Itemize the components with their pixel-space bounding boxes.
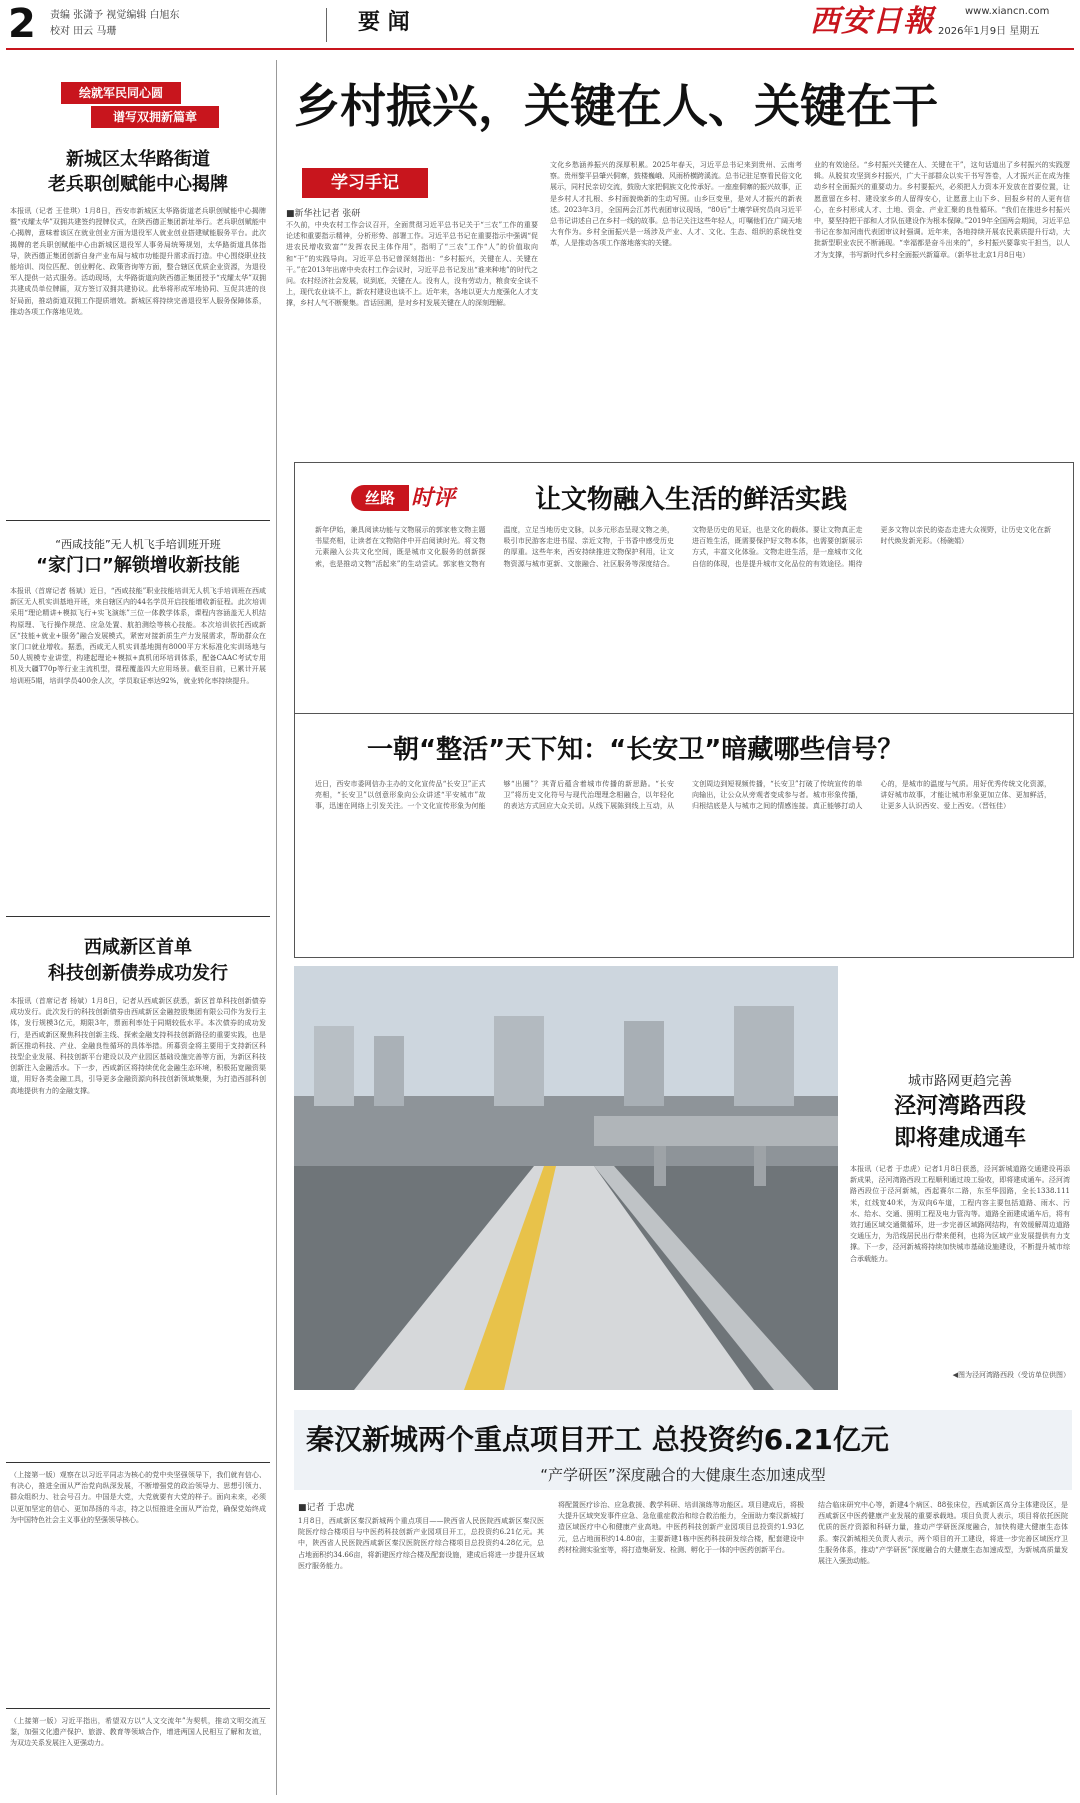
- page-header: [0, 0, 1080, 52]
- staff-line-2: 校对 田云 马珊: [50, 26, 117, 37]
- banner-line-2: 谱写双拥新篇章: [91, 106, 219, 128]
- masthead-logo: 西安日報: [810, 4, 934, 39]
- page-number: 2: [8, 1, 36, 47]
- story-body: 本报讯（记者 于忠虎）记者1月8日获悉，泾河新城道路交通建设再添新成果，泾河湾路西段工程顺利通过竣工验收，即将建成通车。泾河湾路西段位于泾河新城，西起赛尔二路，东至华园路，全长1338.111米，红线宽40米，为双向6车道，工程内容主要包括道路、雨水、污水、给水、交通、照明工程及电力管沟等。道路全面建成通车后，将有效打通区域交通微循环，进一步完善区域路网结构，有效缓解周边道路交通压力，为沿线居民出行带来便利，也将为区域产业发展提供有力支撑。下一步，泾河新城将持续加快城市基础设施建设，不断提升城市综合承载能力。: [850, 1165, 1070, 1263]
- article-body: 文化乡愁涵养振兴的深厚积累。2025年春天，习近平总书记来到贵州、云南考察。贵州黎平县肇兴侗寨，鼓楼巍峨、风雨桥横跨溪流。总书记驻足察看民俗文化展示，同村民亲切交流，鼓励大家把侗族文化传承好。一座座侗寨的振兴故事，正是乡村人才扎根、乡村面貌焕新的生动写照。山乡巨变里，是对人才振兴的新表述。2023年3月，全国两会江苏代表团审议现场，“80后”土壤学研究员向习近平总书记讲述自己在乡村一线的故事。总书记关注这些年轻人，叮嘱他们在广阔天地大有作为。乡村全面振兴是一场涉及产业、人才、文化、生态、组织的系统性变革，人是推动各项工作落地落实的关键。: [550, 161, 802, 248]
- article-body: 本报讯（首席记者 杨斌）近日，“西咸技能”职业技能培训无人机飞手培训班在西咸新区无人机实训基地开班，来自辖区内的44名学员开启技能增收新征程。此次培训采用“理论精讲+模拟飞行+实飞演练”三位一体教学体系，课程内容涵盖无人机结构原理、飞行操作规范、应急处置、航拍测绘等核心技能。本次培训依托西咸新区“技能+就业+服务”融合发展模式，紧密对接新质生产力发展需求，帮助群众在家门口就业增收。据悉，西咸无人机实训基地拥有8000平方米标准化实训场地与50人规模专业讲堂，构建起理论+模拟+真机闭环培训体系，配备CAAC考试专用机及大疆T70p等行业主流机型，课程覆盖四大应用场景。截至目前，已累计开展培训班5期，培训学员400余人次，学员取证率达92%，就业转化率持续提升。: [10, 587, 266, 685]
- review-headline: 让文物融入生活的鲜活实践: [535, 485, 848, 515]
- site-url[interactable]: www.xiancn.com: [965, 6, 1050, 17]
- main-headline: 乡村振兴，关键在人、关键在干: [294, 79, 938, 133]
- article-title: 西咸新区首单: [84, 937, 192, 958]
- article-body: 本报讯（记者 王佳琪）1月8日，西安市新城区太华路街道老兵职创赋能中心揭牌暨“戎耀太华”双拥共建签约授牌仪式，在陕西德正集团新址举行。老兵职创赋能中心揭牌，意味着该区在就业创业方面为退役军人就业创业搭建赋能服务平台。此次揭牌的老兵职创赋能中心由新城区退役军人事务局统筹规划，太华路街道具体指导，陕西德正集团创新自身产业布局与城市功能提升需求而打造。中心围绕职业技能培训、岗位匹配、创业孵化、政策咨询等方面，整合辖区优质企业资源，为退役军人提供一站式服务。活动现场，太华路街道向陕西德正集团授予“戎耀太华”双拥共建成员单位牌匾，双方签订双拥共建协议。此举将形成军地协同、互促共进的良好局面，推动街道双拥工作提质增效。新城区将持续完善退役军人服务保障体系，推动各项工作落地见效。: [10, 207, 266, 316]
- article-title: 老兵职创赋能中心揭牌: [48, 174, 228, 195]
- divider: [6, 1462, 270, 1463]
- article-body: （上接第一版）观察在以习近平同志为核心的党中央坚强领导下，我们就有信心、有决心，推进全面从严治党向纵深发展，不断增强党的政治领导力、思想引领力、群众组织力、社会号召力。中国是大党，大党就要有大党的样子。面向未来，必须以更加坚定的信心、更加昂扬的斗志，持之以恒推进全面从严治党，确保党始终成为中国特色社会主义事业的坚强领导核心。: [10, 1471, 266, 1524]
- bottom-headline: 秦汉新城两个重点项目开工 总投资约6.21亿元: [306, 1423, 889, 1456]
- article-title: 科技创新债券成功发行: [48, 963, 228, 984]
- byline: ■记者 于忠虎: [298, 1503, 355, 1513]
- section-title: 要 闻: [358, 10, 410, 35]
- story-kicker: 城市路网更趋完善: [907, 1074, 1012, 1089]
- column-rule: [276, 60, 277, 1795]
- divider: [6, 520, 270, 521]
- study-notes-tag: 学习手记: [302, 168, 428, 198]
- review-body: 近日，西安市委网信办主办的文化宣传品“长安卫”正式亮相，“长安卫”以创意形象向公众讲述“平安城市”故事，迅速在网络上引发关注。一个文化宣传形象为何能够“出圈”？其背后蕴含着城市传播的新思路。“长安卫”将历史文化符号与现代治理理念相融合，以年轻化的表达方式回应大众关切。从线下展陈到线上互动，从文创周边到短视频传播，“长安卫”打破了传统宣传的单向输出，让公众从旁观者变成参与者。城市形象传播，归根结底是人与城市之间的情感连接。真正能够打动人心的，是城市的温度与气质。用好优秀传统文化资源，讲好城市故事，才能让城市形象更加立体、更加鲜活，让更多人认识西安、爱上西安。（晋钰佳）: [315, 780, 1051, 811]
- staff-line-1: 责编 张潇予 视觉编辑 白旭东: [50, 10, 180, 21]
- logo-badge: 时评: [411, 485, 456, 511]
- story-title: 即将建成通车: [893, 1126, 1026, 1151]
- article-body: 结合临床研究中心等，新建4个病区、88张床位，西咸新区高分主体建设区，是西咸新区中医药健康产业发展的重要承载地。项目负责人表示，项目将依托医院优质的医疗资源和科研力量，推动产学研医深度融合，加快构建大健康生态体系。秦汉新城相关负责人表示，两个项目的开工建设，将进一步完善区域医疗卫生服务体系，推动“产学研医”深度融合的大健康生态加速成型，为新城高质量发展注入强劲动能。: [818, 1501, 1068, 1566]
- photo-caption: ◀图为泾河湾路西段（受访单位供图）: [952, 1371, 1070, 1379]
- logo-text: 丝路: [351, 485, 409, 511]
- divider: [6, 916, 270, 917]
- byline: ■新华社记者 张研: [286, 209, 361, 219]
- story-title: 泾河湾路西段: [893, 1094, 1026, 1119]
- article-body: 不久前，中央农村工作会议召开，全面贯彻习近平总书记关于“三农”工作的重要论述和重要指示精神，分析形势、部署工作。习近平总书记在重要指示中强调“促进农民增收致富”“发挥农民主体作用”，指明了“三农”工作“人”的价值取向和“干”的实践导向。习近平总书记曾深刻指出：“乡村振兴，关键在人、关键在干。”在2013年出席中央农村工作会议时，习近平总书记发出“谁来种地”的时代之问。农村经济社会发展，说到底，关键在人。没有人，没有劳动力，粮食安全谈不上，现代农业谈不上，新农村建设也谈不上。近年来，各地以更大力度强化人才支撑，乡村人气不断聚集。首话回溯，是对乡村发展关键在人的深刻理解。: [286, 221, 538, 308]
- road-photo: [294, 966, 838, 1390]
- article-title: “家门口”解锁增收新技能: [36, 555, 240, 576]
- article-body: （上接第一版）习近平指出，希望双方以“人文交流年”为契机，推动文明交流互鉴，加强文化遗产保护、旅游、教育等领域合作，增进两国人民相互了解和友谊，为双边关系发展注入更强动力。: [10, 1717, 266, 1748]
- review-logo: [351, 481, 461, 515]
- column-banner: [61, 82, 221, 132]
- road-photo-art: [294, 966, 838, 1390]
- photo-story: [846, 966, 1074, 1390]
- top-feature: [282, 60, 1074, 452]
- header-rule: [6, 48, 1074, 50]
- banner-line-1: 绘就军民同心圆: [61, 82, 181, 104]
- review-headline: 一朝“整活”天下知：“长安卫”暗藏哪些信号？: [367, 735, 904, 765]
- bottom-subhead: “产学研医”深度融合的大健康生态加速成型: [540, 1466, 826, 1484]
- bottom-story: [294, 1410, 1074, 1795]
- article-title: 新城区太华路街道: [66, 149, 210, 170]
- review-box: [294, 462, 1074, 958]
- article-body: 1月8日，西咸新区秦汉新城两个重点项目——陕西省人民医院西咸新区秦汉医院医疗综合楼项目与中医药科技创新产业园项目开工，总投资约6.21亿元。其中，陕西省人民医院西咸新区秦汉医院医疗综合楼项目总投资约4.28亿元，总占地面积约34.66亩，将新建医疗综合楼及配套设施，建成后将进一步提升区域医疗服务能力。: [298, 1517, 544, 1570]
- article-kicker: “西咸技能”无人机飞手培训班开班: [55, 538, 221, 551]
- issue-date: 2026年1月9日 星期五: [938, 26, 1040, 37]
- article-body: 业的有效途径。“乡村振兴关键在人、关键在干”，这句话道出了乡村振兴的实践逻辑。从脱贫攻坚到乡村振兴，广大干部群众以实干书写答卷，人才振兴正在成为推动乡村全面振兴的重要动力。乡村要振兴，必须把人力资本开发放在首要位置，让愿意留在乡村、建设家乡的人留得安心，让愿意上山下乡、回报乡村的人更有信心，在乡村形成人才、土地、资金、产业汇聚的良性循环。“我们在推进乡村振兴中，要坚持把干部和人才队伍建设作为根本保障。”2019年全国两会期间，习近平总书记在参加河南代表团审议时强调。近年来，各地持续开展农民素质提升行动，大批新型职业农民不断涌现。“幸福都是奋斗出来的”，乡村振兴要靠实干担当，以人才为支撑，书写新时代乡村全面振兴新篇章。（新华社北京1月8日电）: [814, 161, 1070, 259]
- section-divider: [326, 8, 327, 42]
- left-column: [6, 60, 270, 1795]
- article-body: 将配置医疗诊治、应急救援、教学科研、培训演练等功能区。项目建成后，将极大提升区域突发事件应急、急危重症救治和综合救治能力，全面助力秦汉新城打造区域医疗中心和健康产业高地。中医药科技创新产业园项目总投资约1.93亿元，总占地面积约14.80亩，主要新建1栋中医药科技研发综合楼，配套建设中药材检测实验室等，将打造集研发、检测、孵化于一体的中医药创新平台。: [558, 1501, 804, 1554]
- divider: [6, 1708, 270, 1709]
- article-body: 本报讯（首席记者 杨斌）1月8日，记者从西咸新区获悉，新区首单科技创新债券成功发行。此次发行的科技创新债券由西咸新区金融控股集团有限公司作为发行主体，发行规模3亿元，期限3年，票面利率处于同期较低水平。本次债券的成功发行，是西咸新区聚焦科技创新主线、探索金融支持科技创新路径的重要实践，也是新区推动科技、产业、金融良性循环的具体举措。所募资金将主要用于支持新区科技型企业发展、科技创新平台建设以及产业园区基础设施完善等方面，为新区科技创新注入金融活水。下一步，西咸新区将持续优化金融生态环境，积极拓宽融资渠道，用好各类金融工具，引导更多金融资源向科技创新领域集聚，为打造西部科创高地提供有力的金融支撑。: [10, 997, 266, 1095]
- divider: [295, 713, 1073, 714]
- review-body: 新年伊始，兼具阅读功能与文物展示的郭家巷文物主题书屋亮相，让读者在文物陪伴中开启阅读时光。将文物元素融入公共文化空间，既是城市文化服务的创新探索，也是推动文物“活起来”的生动尝试。郭家巷文物有温度，立足当地历史文脉，以多元形态呈现文物之美，吸引市民游客走进书屋、亲近文物，于书香中感受历史的厚重。这些年来，西安持续推进文物保护利用，让文物资源与城市更新、文旅融合、社区服务等深度结合。文物是历史的见证，也是文化的载体。要让文物真正走进百姓生活，既需要保护好文物本体，也需要创新展示方式，丰富文化体验。文物走进生活，是一座城市文化自信的体现，也是提升城市文化品位的有效途径。期待更多文物以亲民的姿态走进大众视野，让历史文化在新时代焕发新光彩。（杨碗娟）: [315, 526, 1051, 568]
